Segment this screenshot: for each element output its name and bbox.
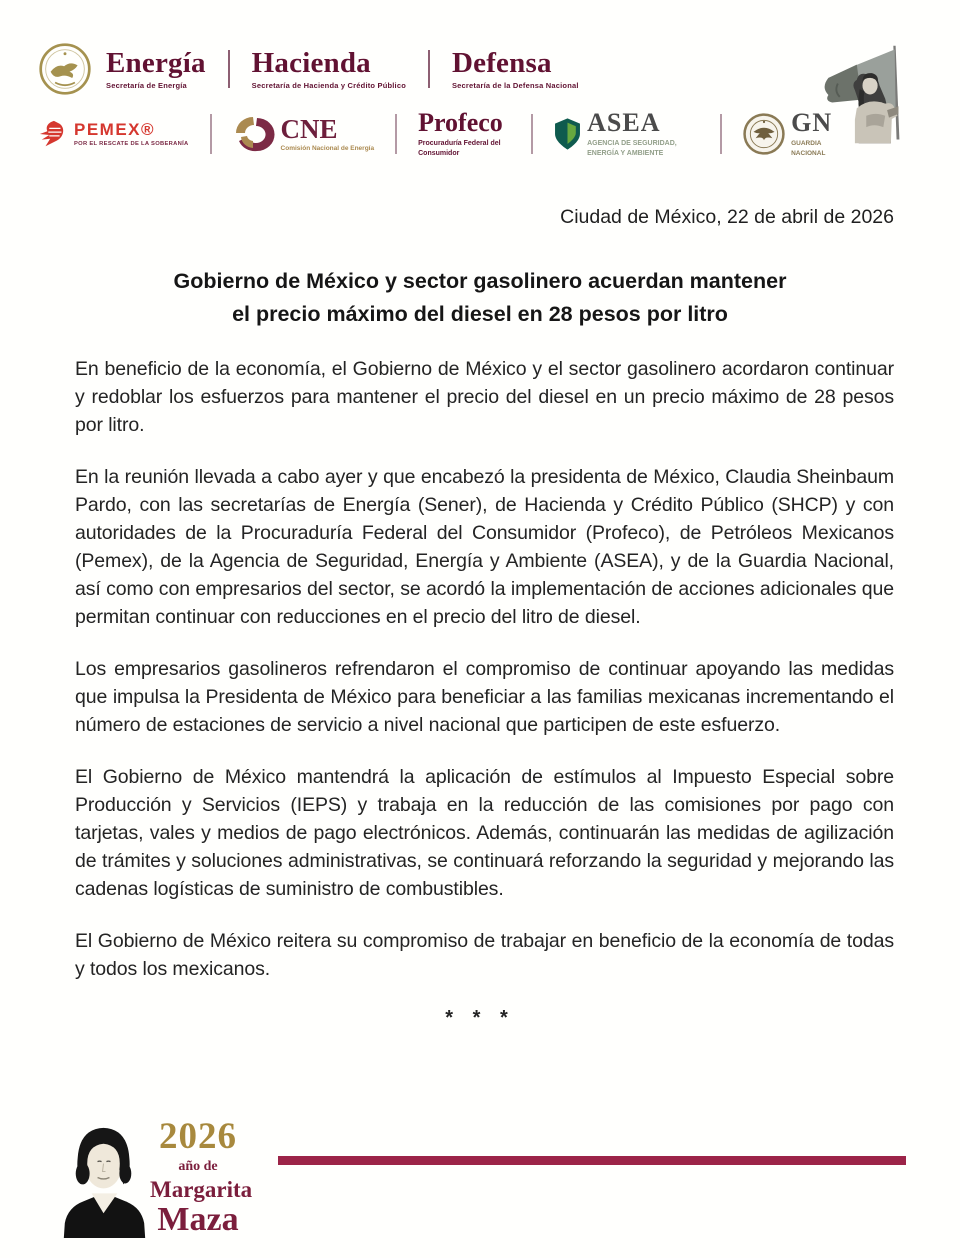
divider <box>395 114 397 154</box>
paragraph: En beneficio de la economía, el Gobierno de México y el sector gasolinero acordaron continuar y redoblar los esfuerzos para mantener el precio del diesel en un precio máximo de 28 pesos por litro. <box>75 358 894 436</box>
commemorative-subtitle: año de <box>178 1159 218 1174</box>
divider <box>210 114 212 154</box>
woman-with-mexican-flag-illustration <box>800 40 942 148</box>
agency-subtitle: Comisión Nacional de Energía <box>280 144 375 152</box>
press-release-body <box>75 355 894 983</box>
gn-eagle-seal-icon <box>743 113 785 155</box>
agency-subtitle: GUARDIA NACIONAL <box>791 140 826 157</box>
commemorative-name-line2: Maza <box>157 1201 239 1238</box>
mexican-eagle-seal-icon <box>38 42 92 96</box>
divider <box>428 50 430 88</box>
agency-cne <box>233 115 375 153</box>
title-line-2: el precio máximo del diesel en 28 pesos por litro <box>232 302 728 326</box>
secretariat-name: Energía <box>106 46 206 79</box>
secretariat-energia <box>106 46 206 90</box>
agency-subtitle: Procuraduría Federal del Consumidor <box>418 140 501 157</box>
paragraph: El Gobierno de México reitera su compromiso de trabajar en beneficio de la economía de todas y todos los mexicanos. <box>75 930 894 980</box>
secretariat-subtitle: Secretaría de Energía <box>106 80 187 90</box>
divider <box>228 50 230 88</box>
paragraph: Los empresarios gasolineros refrendaron el compromiso de continuar apoyando las medidas que impulsa la Presidenta de México para beneficiar a las familias mexicanas incrementando el número de estaciones de servicio a nivel nacional que participen de este esfuerzo. <box>75 658 894 736</box>
paragraph: En la reunión llevada a cabo ayer y que encabezó la presidenta de México, Claudia Sheinbaum Pardo, con las secretarías de Energía (Sener), de Hacienda y Crédito Público (SHCP) y con autoridades de la Procuraduría Federal del Consumidor (Profeco), de Petróleos Mexicanos (Pemex), de la Agencia de Seguridad, Energía y Ambiente (ASEA), y de la Guardia Nacional, así como con empresarios del sector, se acordó la implementación de acciones adicionales que permitan continuar con reducciones en el precio del litro de diesel. <box>75 466 894 628</box>
agency-subtitle: AGENCIA DE SEGURIDAD, ENERGÍA Y AMBIENTE <box>587 140 677 157</box>
commemorative-name-line1: Margarita <box>150 1177 253 1202</box>
divider <box>720 114 722 154</box>
commemorative-year: 2026 <box>159 1116 237 1157</box>
agency-pemex <box>38 119 189 149</box>
divider <box>531 114 533 154</box>
dateline: Ciudad de México, 22 de abril de 2026 <box>560 206 894 228</box>
paragraph: El Gobierno de México mantendrá la aplicación de estímulos al Impuesto Especial sobre Producción y Servicios (IEPS) y trabaja en la reducción de las comisiones por pago con tarjetas, vales y medios de pago electrónicos. Además, continuarán las medidas de agilización de trámites y soluciones administrativas, se continuará reforzando la seguridad y mejorando las cadenas logísticas de suministro de combustibles. <box>75 766 894 900</box>
secretariat-subtitle: Secretaría de Hacienda y Crédito Público <box>251 80 406 90</box>
margarita-maza-portrait <box>56 1114 152 1238</box>
secretariat-hacienda <box>251 46 406 90</box>
title-line-1: Gobierno de México y sector gasolinero acuerdan mantener <box>173 269 787 293</box>
pemex-eagle-icon <box>38 119 68 149</box>
end-separator: * * * <box>445 1007 515 1029</box>
agency-name: GN <box>791 108 833 138</box>
agency-name: PEMEX® <box>74 119 156 139</box>
secretariat-name: Hacienda <box>251 46 371 79</box>
cne-interlock-icon <box>233 115 275 153</box>
agency-asea <box>554 110 699 158</box>
press-release-title <box>80 265 880 331</box>
agency-name: CNE <box>280 113 338 144</box>
header <box>0 0 960 162</box>
agency-profeco <box>418 110 510 158</box>
asea-shield-icon <box>554 117 581 151</box>
secretariat-name: Defensa <box>451 46 552 79</box>
agency-name: Profeco <box>418 108 503 138</box>
secretariat-defensa <box>451 46 579 90</box>
footer-accent-bar <box>278 1156 906 1165</box>
agency-name: ASEA <box>587 108 661 138</box>
agency-subtitle: POR EL RESCATE DE LA SOBERANÍA <box>74 140 189 147</box>
commemorative-year-block <box>150 1116 253 1238</box>
secretariat-subtitle: Secretaría de la Defensa Nacional <box>451 80 579 90</box>
